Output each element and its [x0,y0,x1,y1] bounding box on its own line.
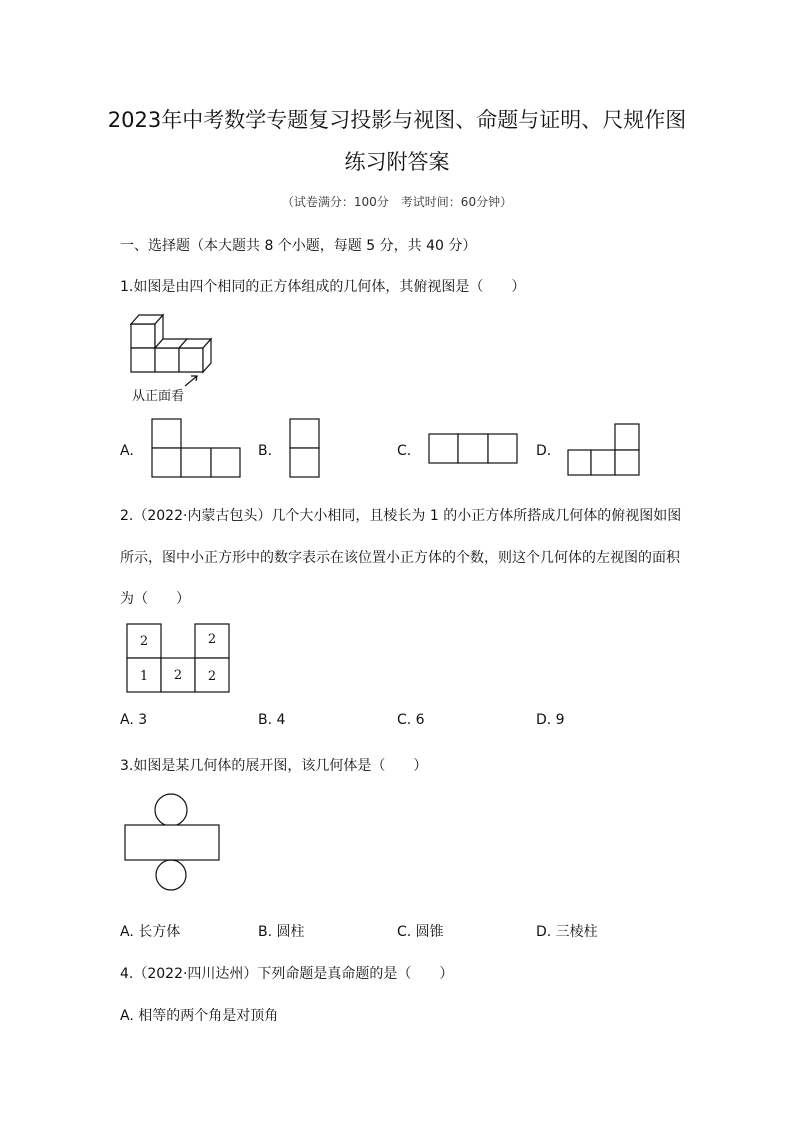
q1-option-c-label: C. [397,443,412,459]
q2-option-a: A. 3 [120,712,148,728]
q3-option-d: D. 三棱柱 [536,924,598,940]
q2-option-d: D. 9 [536,712,565,728]
page-title-line2: 练习附答案 [344,150,450,174]
grid-cell-bottom-mid: 2 [173,668,183,683]
grid-cell-bottom-left: 1 [139,669,149,684]
grid-cell-top-left: 2 [139,634,149,649]
q1-cube-figure [128,310,228,376]
question-4-stem: 4.（2022·四川达州）下列命题是真命题的是（ ） [120,966,454,982]
q1-option-a-label: A. [120,443,134,459]
grid-cell-top-right: 2 [207,632,217,647]
q3-option-b: B. 圆柱 [258,924,305,940]
q3-net-figure [124,792,224,892]
q1-figure-caption: 从正面看 [132,389,185,404]
q1-option-b-label: B. [258,443,273,459]
q2-option-b: B. 4 [258,712,286,728]
section-heading: 一、选择题（本大题共 8 个小题，每题 5 分，共 40 分） [120,238,477,254]
grid-cell-bottom-right: 2 [207,669,217,684]
question-1-stem: 1.如图是由四个相同的正方体组成的几何体，其俯视图是（ ） [120,279,526,295]
q1-option-c-figure [428,433,519,465]
question-3-stem: 3.如图是某几何体的展开图，该几何体是（ ） [120,758,428,774]
q3-option-c: C. 圆锥 [397,924,444,940]
q4-option-a: A. 相等的两个角是对顶角 [120,1008,279,1024]
q2-option-c: C. 6 [397,712,425,728]
q1-option-d-figure [567,423,642,478]
exam-info: （试卷满分：100分 考试时间：60分钟） [281,195,513,209]
page-title-line1: 2023年中考数学专题复习投影与视图、命题与证明、尺规作图 [107,108,687,132]
q1-option-d-label: D. [536,443,552,459]
q2-top-view-grid [126,623,232,695]
q1-option-b-figure [289,418,321,478]
question-2-line1: 2.（2022·内蒙古包头）几个大小相同，且棱长为 1 的小正方体所搭成几何体的俯视图如图 [120,508,682,524]
question-2-line3: 为（ ） [120,591,190,607]
q1-option-a-figure [151,418,242,478]
q3-option-a: A. 长方体 [120,924,181,940]
question-2-line2: 所示，图中小正方形中的数字表示在该位置小正方体的个数，则这个几何体的左视图的面积 [120,550,680,566]
